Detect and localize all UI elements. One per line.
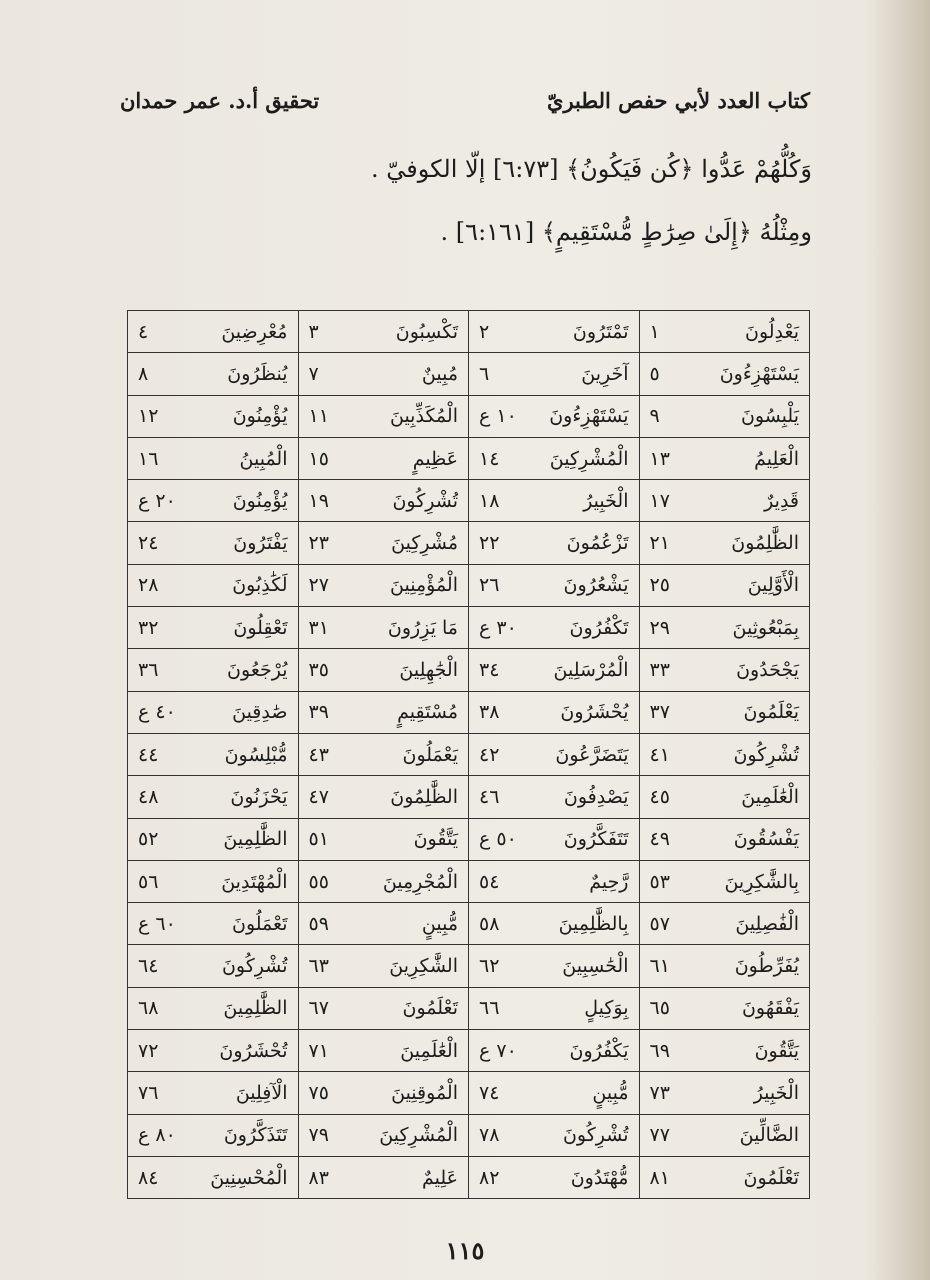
word: الْمُشْرِكِينَ [549, 447, 629, 470]
verse-number: ٧ [308, 362, 319, 385]
word: مُّهْتَدُونَ [570, 1166, 629, 1189]
word: يُنظَرُونَ [227, 362, 288, 385]
word: يَعْلَمُونَ [743, 701, 799, 724]
table-cell [469, 1072, 640, 1114]
word: الْمُحْسِنِينَ [210, 1166, 288, 1189]
table-cell [639, 1156, 810, 1198]
table-cell [128, 1030, 299, 1072]
word: يَتَضَرَّعُونَ [555, 743, 629, 766]
table-cell [128, 1072, 299, 1114]
table-cell [128, 437, 299, 479]
table-cell [128, 649, 299, 691]
word: يَحْزَنُونَ [230, 785, 288, 808]
verse-number: ٢٢ [479, 532, 500, 555]
word: يَسْتَهْزِءُونَ [719, 362, 799, 385]
table-cell [469, 1114, 640, 1156]
table-cell [639, 437, 810, 479]
word: يَكْفُرُونَ [569, 1039, 629, 1062]
table-row [128, 691, 810, 733]
word: تُشْرِكُونَ [221, 955, 288, 978]
word: الْعَٰلَمِينَ [400, 1039, 458, 1062]
table-cell [639, 564, 810, 606]
word: تَزْعُمُونَ [566, 532, 629, 555]
verse-number: ٦٢ [479, 955, 500, 978]
verse-number: ٧٩ [308, 1124, 329, 1147]
table-row [128, 1072, 810, 1114]
verse-number: ٧٦ [138, 1081, 159, 1104]
word: مُسْتَقِيمٍ [397, 701, 458, 724]
word: الْمُكَذِّبِينَ [389, 405, 458, 428]
verse-number: ٢٤ [138, 532, 159, 555]
verse-number: ٨٢ [479, 1166, 500, 1189]
table-cell [639, 353, 810, 395]
word: مُشْرِكِينَ [391, 532, 458, 555]
table-row [128, 903, 810, 945]
table-row [128, 1156, 810, 1198]
table-row [128, 1030, 810, 1072]
verse-number: ١ [649, 320, 660, 343]
word: الظَّٰلِمِينَ [223, 828, 288, 851]
verse-number: ٥٣ [649, 870, 670, 893]
verse-number: ٧٠ ع [479, 1039, 517, 1062]
word: عَلِيمٌ [421, 1166, 458, 1189]
verse-number: ٧٨ [479, 1124, 500, 1147]
verse-number: ٧٥ [308, 1081, 329, 1104]
table-cell [639, 480, 810, 522]
verse-number: ١٧ [649, 489, 670, 512]
table-cell [128, 903, 299, 945]
word: مُّبْلِسُونَ [224, 743, 288, 766]
running-header [120, 88, 810, 113]
table-cell [639, 860, 810, 902]
table-cell [128, 776, 299, 818]
table-cell [128, 818, 299, 860]
word: الْحَٰسِبِينَ [562, 955, 629, 978]
word: قَدِيرٌ [764, 489, 799, 512]
word: تُشْرِكُونَ [392, 489, 458, 512]
verse-number: ٤٩ [649, 828, 670, 851]
table-cell [639, 691, 810, 733]
table-cell [469, 564, 640, 606]
verse-number: ٨ [138, 362, 149, 385]
table-cell [128, 522, 299, 564]
word: آخَرِينَ [581, 362, 629, 385]
word: الضَّالِّينَ [739, 1124, 799, 1147]
word: بِالشَّٰكِرِينَ [724, 870, 799, 893]
table-cell [469, 1030, 640, 1072]
table-cell [298, 437, 469, 479]
table-cell [469, 903, 640, 945]
table-row [128, 1114, 810, 1156]
word: تَعْلَمُونَ [402, 997, 458, 1020]
table-cell [469, 522, 640, 564]
word: تَتَفَكَّرُونَ [563, 828, 629, 851]
verse-number: ٥٢ [138, 828, 159, 851]
page-number: ١١٥ [445, 1236, 485, 1265]
word: مُّبِينٍ [421, 912, 458, 935]
word: تُحْشَرُونَ [219, 1039, 288, 1062]
word: يُفَرِّطُونَ [734, 955, 799, 978]
table-cell [128, 733, 299, 775]
table-cell [639, 945, 810, 987]
table-cell [639, 311, 810, 353]
word: الْخَبِيرُ [583, 489, 629, 512]
word: بِالظَّٰلِمِينَ [558, 912, 629, 935]
table-cell [639, 1030, 810, 1072]
table-cell [639, 649, 810, 691]
word: الْأَوَّلِينَ [747, 574, 799, 597]
verse-number: ٨٤ [138, 1166, 159, 1189]
table-cell [298, 987, 469, 1029]
table-cell [128, 607, 299, 649]
table-row [128, 607, 810, 649]
table-cell [298, 945, 469, 987]
table-cell [298, 776, 469, 818]
verse-number: ٨٣ [308, 1166, 329, 1189]
word: مَا يَزِرُونَ [387, 616, 458, 639]
table-row [128, 353, 810, 395]
table-cell [639, 987, 810, 1029]
editor-credit: تحقيق أ.د. عمر حمدان [120, 88, 320, 113]
verse-number: ٢٠ ع [138, 489, 176, 512]
verse-number: ٦ [479, 362, 490, 385]
verse-number: ٣٠ ع [479, 616, 517, 639]
table-row [128, 480, 810, 522]
table-cell [298, 607, 469, 649]
word: تُشْرِكُونَ [562, 1124, 629, 1147]
table-cell [128, 987, 299, 1029]
verse-number: ٢٧ [308, 574, 329, 597]
word: يَفْتَرُونَ [233, 532, 288, 555]
verse-number: ٣٥ [308, 659, 329, 682]
word: يُرْجَعُونَ [227, 659, 288, 682]
table-cell [128, 353, 299, 395]
word: مُعْرِضِينَ [221, 320, 288, 343]
verse-number: ١١ [308, 405, 329, 428]
table-cell [639, 733, 810, 775]
table-cell [469, 649, 640, 691]
word: رَّحِيمٌ [589, 870, 629, 893]
table-cell [469, 437, 640, 479]
word: عَظِيمٍ [412, 447, 458, 470]
table-cell [128, 860, 299, 902]
verse-number: ٣٢ [138, 616, 159, 639]
verse-number: ٦١ [649, 955, 670, 978]
table-cell [298, 480, 469, 522]
table-cell [128, 480, 299, 522]
table-cell [469, 395, 640, 437]
table-row [128, 564, 810, 606]
table-row [128, 311, 810, 353]
table-cell [298, 818, 469, 860]
word: الشَّٰكِرِينَ [389, 955, 458, 978]
verse-number: ٦٩ [649, 1039, 670, 1062]
table-cell [639, 395, 810, 437]
table-cell [128, 1114, 299, 1156]
table-cell [639, 818, 810, 860]
word: الْعَٰلَمِينَ [741, 785, 799, 808]
table-cell [298, 353, 469, 395]
word: الْمُجْرِمِينَ [382, 870, 458, 893]
table-row [128, 395, 810, 437]
verse-number: ٢٣ [308, 532, 329, 555]
word: يَعْدِلُونَ [745, 320, 799, 343]
verse-number: ٢١ [649, 532, 670, 555]
verse-number: ٥٦ [138, 870, 159, 893]
table-cell [469, 860, 640, 902]
verse-number: ٥١ [308, 828, 329, 851]
table-cell [128, 311, 299, 353]
table-cell [639, 903, 810, 945]
word: صَٰدِقِينَ [232, 701, 288, 724]
table-row [128, 945, 810, 987]
word: الْجَٰهِلِينَ [399, 659, 458, 682]
verse-endings-table [127, 310, 810, 1199]
word: تَعْمَلُونَ [232, 912, 288, 935]
verse-number: ١٨ [479, 489, 500, 512]
verse-number: ٤٤ [138, 743, 159, 766]
verse-number: ٦٨ [138, 997, 159, 1020]
table-cell [298, 649, 469, 691]
word: يَشْعُرُونَ [563, 574, 629, 597]
text-line-2: ومِثْلُهُ ﴿إِلَىٰ صِرَٰطٍ مُّسْتَقِيمٍ﴾ [٦:١٦١] . [440, 218, 812, 246]
verse-number: ٥٠ ع [479, 828, 517, 851]
book-title: كتاب العدد لأبي حفص الطبريّ [547, 88, 810, 113]
table-cell [298, 733, 469, 775]
verse-number: ٤٦ [479, 785, 500, 808]
verse-number: ٥٤ [479, 870, 500, 893]
table-cell [639, 1114, 810, 1156]
verse-number: ٢٩ [649, 616, 670, 639]
verse-number: ١٠ ع [479, 405, 517, 428]
word: يَفْقَهُونَ [741, 997, 799, 1020]
word: تَكْسِبُونَ [395, 320, 458, 343]
table-cell [639, 607, 810, 649]
verse-number: ١٣ [649, 447, 670, 470]
verse-number: ٨١ [649, 1166, 670, 1189]
table-cell [128, 1156, 299, 1198]
verse-number: ٢٨ [138, 574, 159, 597]
table-cell [469, 691, 640, 733]
table-row [128, 522, 810, 564]
word: بِوَكِيلٍ [584, 997, 629, 1020]
table-cell [469, 480, 640, 522]
table-cell [639, 522, 810, 564]
word: يَفْسُقُونَ [733, 828, 799, 851]
verse-number: ٥٨ [479, 912, 500, 935]
verse-number: ٧١ [308, 1039, 329, 1062]
verse-number: ٥٧ [649, 912, 670, 935]
table-cell [298, 1156, 469, 1198]
table-cell [298, 1114, 469, 1156]
verse-number: ٤٣ [308, 743, 329, 766]
word: بِمَبْعُوثِينَ [732, 616, 799, 639]
table-row [128, 860, 810, 902]
table-row [128, 818, 810, 860]
verse-number: ٣٣ [649, 659, 670, 682]
table-cell [469, 733, 640, 775]
verse-number: ٧٧ [649, 1124, 670, 1147]
word: يَتَّقُونَ [413, 828, 458, 851]
verse-number: ٢ [479, 320, 490, 343]
table-cell [469, 353, 640, 395]
verse-number: ٥٩ [308, 912, 329, 935]
verse-number: ٣٧ [649, 701, 670, 724]
word: الْآفِلِينَ [235, 1081, 288, 1104]
verse-number: ٣٩ [308, 701, 329, 724]
word: الْمُوقِنِينَ [391, 1081, 458, 1104]
table-cell [639, 1072, 810, 1114]
table-cell [298, 564, 469, 606]
table-cell [298, 522, 469, 564]
word: يُؤْمِنُونَ [232, 489, 288, 512]
word: تَعْقِلُونَ [233, 616, 288, 639]
table-cell [469, 818, 640, 860]
verse-number: ٤٨ [138, 785, 159, 808]
verse-number: ٦٠ ع [138, 912, 176, 935]
verse-number: ٨٠ ع [138, 1124, 176, 1147]
table-cell [469, 311, 640, 353]
word: الظَّٰلِمِينَ [223, 997, 288, 1020]
word: الْمُبِينُ [239, 447, 288, 470]
word: الظَّٰلِمُونَ [390, 785, 458, 808]
word: تَعْلَمُونَ [743, 1166, 799, 1189]
word: يُحْشَرُونَ [560, 701, 629, 724]
verse-number: ٣٨ [479, 701, 500, 724]
word: الْعَلِيمُ [754, 447, 799, 470]
verse-number: ٧٣ [649, 1081, 670, 1104]
verse-number: ٩ [649, 405, 660, 428]
word: الْخَبِيرُ [753, 1081, 799, 1104]
verse-number: ٣١ [308, 616, 329, 639]
verse-number: ٦٤ [138, 955, 159, 978]
verse-number: ٦٦ [479, 997, 500, 1020]
table-cell [128, 395, 299, 437]
table-cell [128, 691, 299, 733]
verse-number: ١٦ [138, 447, 159, 470]
word: يَعْمَلُونَ [402, 743, 458, 766]
verse-number: ٧٢ [138, 1039, 159, 1062]
verse-number: ١٥ [308, 447, 329, 470]
verse-number: ١٤ [479, 447, 500, 470]
table-cell [469, 1156, 640, 1198]
verse-number: ٤ [138, 320, 149, 343]
verse-number: ١٢ [138, 405, 159, 428]
word: الْمُؤْمِنِينَ [390, 574, 458, 597]
text-line-1: وَكُلُّهُمْ عَدُّوا ﴿كُن فَيَكُونُ﴾ [٦:٧٣] إلّا الكوفيّ . [371, 155, 812, 183]
verse-number: ٤٢ [479, 743, 500, 766]
verse-number: ٣ [308, 320, 319, 343]
table-cell [298, 311, 469, 353]
verse-number: ٧٤ [479, 1081, 500, 1104]
table-cell [298, 1072, 469, 1114]
word: تَتَذَكَّرُونَ [223, 1124, 288, 1147]
verse-number: ٤١ [649, 743, 670, 766]
verse-number: ٤٧ [308, 785, 329, 808]
word: يَسْتَهْزِءُونَ [549, 405, 629, 428]
word: الظَّٰلِمُونَ [731, 532, 799, 555]
table-cell [298, 860, 469, 902]
word: الْمُهْتَدِينَ [221, 870, 288, 893]
verse-number: ٦٥ [649, 997, 670, 1020]
table-row [128, 437, 810, 479]
word: الْفَٰصِلِينَ [735, 912, 799, 935]
table-row [128, 733, 810, 775]
word: يَلْبِسُونَ [740, 405, 799, 428]
word: تَكْفُرُونَ [569, 616, 629, 639]
verse-number: ٦٣ [308, 955, 329, 978]
table-cell [469, 945, 640, 987]
word: تَمْتَرُونَ [572, 320, 629, 343]
word: يَصْدِفُونَ [563, 785, 629, 808]
verse-number: ١٩ [308, 489, 329, 512]
word: مُبِينٌ [421, 362, 458, 385]
table-cell [639, 776, 810, 818]
verse-number: ٢٥ [649, 574, 670, 597]
table-row [128, 776, 810, 818]
table-cell [298, 1030, 469, 1072]
verse-number: ٥٥ [308, 870, 329, 893]
verse-number: ٦٧ [308, 997, 329, 1020]
table-row [128, 649, 810, 691]
word: الْمُشْرِكِينَ [379, 1124, 458, 1147]
verse-number: ٤٥ [649, 785, 670, 808]
verse-number: ٣٦ [138, 659, 159, 682]
verse-number: ٣٤ [479, 659, 500, 682]
word: يَجْحَدُونَ [736, 659, 799, 682]
table-cell [469, 776, 640, 818]
verse-number: ٢٦ [479, 574, 500, 597]
table-cell [298, 903, 469, 945]
table-cell [469, 987, 640, 1029]
word: تُشْرِكُونَ [733, 743, 799, 766]
table-cell [298, 395, 469, 437]
verse-number: ٤٠ ع [138, 701, 176, 724]
table-cell [128, 945, 299, 987]
table-row [128, 987, 810, 1029]
table-cell [469, 607, 640, 649]
word: لَكَٰذِبُونَ [232, 574, 288, 597]
table-cell [128, 564, 299, 606]
verse-number: ٥ [649, 362, 660, 385]
word: الْمُرْسَلِينَ [553, 659, 629, 682]
word: مُّبِينٍ [592, 1081, 629, 1104]
word: يُؤْمِنُونَ [232, 405, 288, 428]
table-cell [298, 691, 469, 733]
word: يَتَّقُونَ [754, 1039, 799, 1062]
